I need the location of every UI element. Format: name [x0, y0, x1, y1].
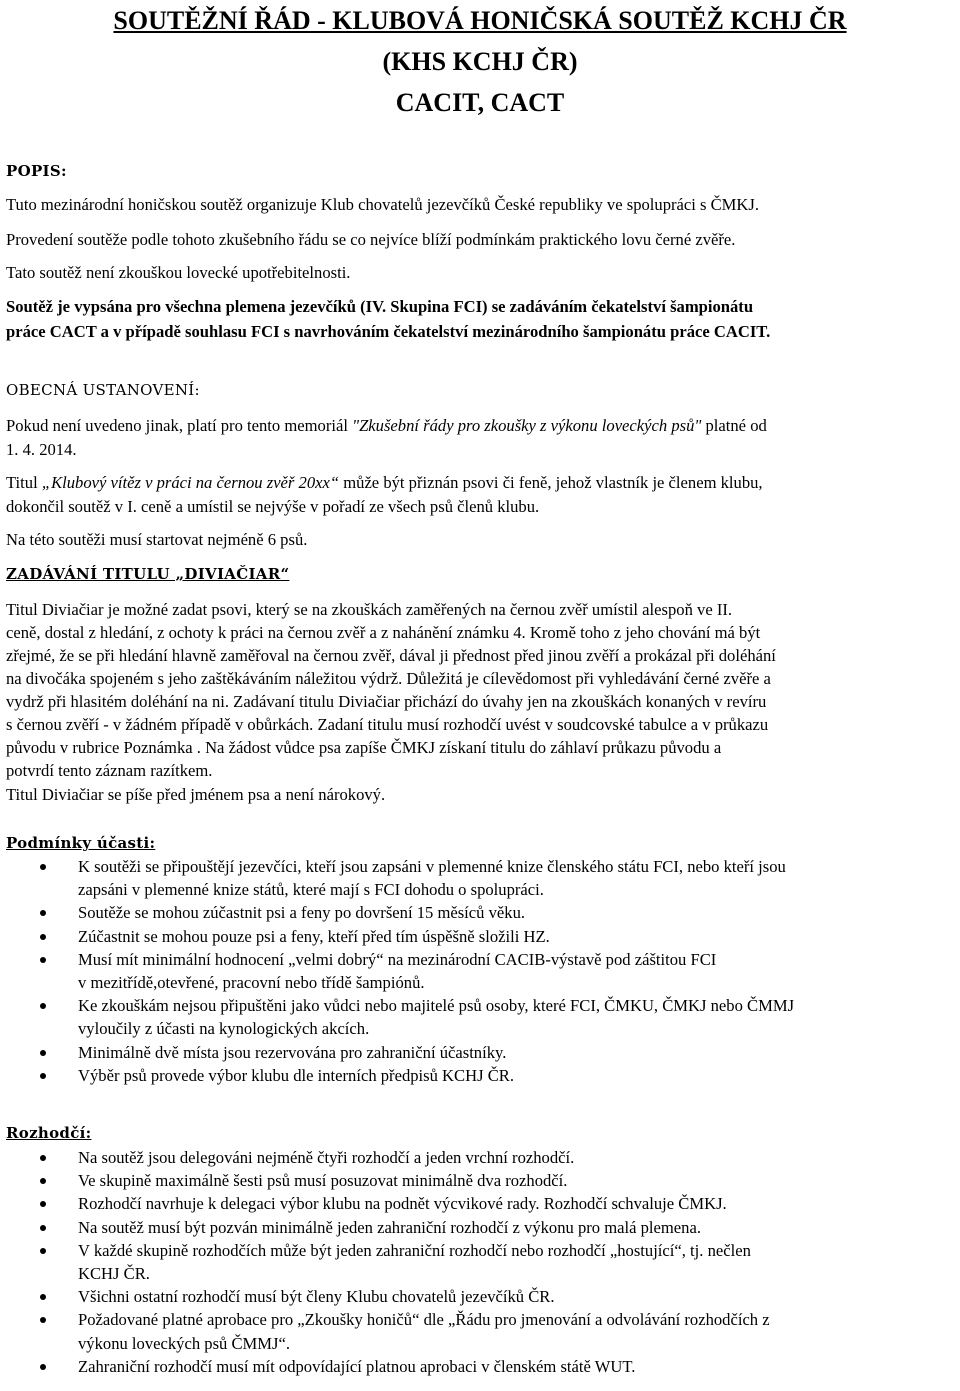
list-item-text: K soutěži se připouštějí jezevčíci, kteří jsou zapsáni v plemenné knize členského státu FCI, nebo kteří jsou — [78, 857, 786, 876]
list-item — [0, 1308, 950, 1354]
popis-paragraph-1: Tuto mezinárodní honičskou soutěž organizuje Klub chovatelů jezevčíků České republiky ve spolupráci s ČMKJ. — [6, 195, 760, 214]
document-cert-title: CACIT, CACT — [395, 88, 565, 117]
list-item-text: Soutěže se mohou zúčastnit psi a feny po dovršení 15 měsíců věku. — [78, 903, 526, 923]
list-item — [0, 1216, 950, 1239]
document-title: SOUTĚŽNÍ ŘÁD - KLUBOVÁ HONIČSKÁ SOUTĚŽ KCHJ ČR — [113, 6, 847, 35]
list-item-text: Všichni ostatní rozhodčí musí být členy Klubu chovatelů jezevčíků ČR. — [78, 1287, 555, 1307]
popis-paragraph-3: Tato soutěž není zkouškou lovecké upotřebitelnosti. — [6, 263, 351, 282]
bullet-icon — [40, 957, 46, 963]
list-item — [0, 1285, 950, 1308]
list-item-text: KCHJ ČR. — [78, 1264, 150, 1284]
zadavani-line: na divočáka spojeném s jeho zaštěkáváním náležitou výdrž. Důležitá je cílevědomost při vyhledávání černé zvěře a — [6, 669, 771, 688]
zadavani-line: vydrž při hlasitém doléhání na ni. Zadávaní titulu Diviačiar přichází do úvahy jen na zkouškách konaných v revíru — [6, 692, 767, 711]
list-item-text: Ve skupině maximálně šesti psů musí posuzovat minimálně dva rozhodčí. — [78, 1171, 568, 1191]
list-item — [0, 1041, 950, 1064]
podminky-list — [0, 855, 950, 1087]
obecna-p2-text-b: může být přiznán psovi či feně, jehož vlastník je členem klubu, — [339, 473, 763, 492]
list-item — [0, 901, 950, 924]
obecna-p1-italic: "Zkušební řády pro zkoušky z výkonu loveckých psů" — [352, 416, 702, 435]
list-item-text: zapsáni v plemenné knize států, které mají s FCI dohodu o spolupráci. — [78, 880, 544, 900]
list-item — [0, 1169, 950, 1192]
list-item-text: výkonu loveckých psů ČMMJ“. — [78, 1333, 291, 1353]
popis-paragraph-2: Provedení soutěže podle tohoto zkušebního řádu se co nejvíce blíží podmínkám praktického lovu černé zvěře. — [6, 230, 736, 249]
bullet-icon — [40, 934, 46, 940]
bullet-icon — [40, 1003, 46, 1009]
section-heading-zadavani: ZADÁVÁNÍ TITULU „DIVIAČIAR“ — [6, 565, 290, 583]
zadavani-line: s černou zvěří - v žádném případě v obůrkách. Zadaní titulu musí rozhodčí uvést v soudcovské tabulce a v průkazu — [6, 715, 769, 734]
section-heading-rozhodci: Rozhodčí: — [6, 1124, 92, 1142]
zadavani-line: potvrdí tento záznam razítkem. — [6, 761, 213, 780]
list-item — [0, 1192, 950, 1215]
zadavani-line: Titul Diviačiar je možné zadat psovi, který se na zkouškách zaměřených na černou zvěř umístil alespoň ve II. — [6, 600, 733, 619]
list-item-text: Výběr psů provede výbor klubu dle interních předpisů KCHJ ČR. — [78, 1065, 514, 1085]
list-item — [0, 948, 950, 994]
obecna-p2-text-a: Titul — [6, 473, 42, 492]
popis-paragraph-4-line-2: práce CACT a v případě souhlasu FCI s navrhováním čekatelství mezinárodního šampionátu práce CACIT. — [6, 322, 771, 341]
list-item-text: Zahraniční rozhodčí musí mít odpovídající platnou aprobaci v členském státě WUT. — [78, 1356, 636, 1376]
list-item — [0, 855, 950, 901]
list-item-text: Ke zkouškám nejsou připuštěni jako vůdci nebo majitelé psů osoby, které FCI, ČMKU, ČMKJ nebo ČMMJ — [78, 996, 795, 1016]
list-item-text: vyloučily z účasti na kynologických akcích. — [78, 1019, 370, 1039]
rozhodci-list — [0, 1146, 950, 1378]
bullet-icon — [40, 1364, 46, 1370]
bullet-icon — [40, 1317, 46, 1323]
bullet-icon — [40, 1248, 46, 1254]
list-item — [0, 1146, 950, 1169]
list-item — [0, 1239, 950, 1285]
obecna-p1-text-b: platné od — [701, 416, 767, 435]
zadavani-line: zřejmé, že se při hledání hlavně zaměřoval na černou zvěř, dával ji přednost před jinou zvěří a prokázal při doléhání — [6, 646, 776, 665]
document-subtitle: (KHS KCHJ ČR) — [382, 47, 578, 76]
list-item — [0, 1064, 950, 1087]
bullet-icon — [40, 1294, 46, 1300]
list-item — [0, 1355, 950, 1378]
list-item-text: V každé skupině rozhodčích může být jeden zahraniční rozhodčí nebo rozhodčí „hostující“, tj. nečlen — [78, 1240, 751, 1260]
list-item-text: v mezitřídě,otevřené, pracovní nebo třídě šampiónů. — [78, 973, 425, 993]
bullet-icon — [40, 1155, 46, 1161]
list-item-text: Musí mít minimální hodnocení „velmi dobrý“ na mezinárodní CACIB-výstavě pod záštitou FCI — [78, 949, 717, 969]
zadavani-last-line: Titul Diviačiar se píše před jménem psa a není nárokový. — [6, 785, 386, 804]
bullet-icon — [40, 1050, 46, 1056]
obecna-paragraph-2-line-2: dokončil soutěž v I. ceně a umístil se nejvýše v pořadí ze všech psů členů klubu. — [6, 497, 540, 516]
obecna-p1-text-a: Pokud není uvedeno jinak, platí pro tento memoriál — [6, 416, 353, 435]
popis-paragraph-4-line-1: Soutěž je vypsána pro všechna plemena jezevčíků (IV. Skupina FCI) se zadáváním čekatelství šampionátu — [6, 297, 754, 316]
bullet-icon — [40, 1201, 46, 1207]
obecna-paragraph-1 — [6, 414, 956, 437]
list-item-text: Na soutěž jsou delegováni nejméně čtyři rozhodčí a jeden vrchní rozhodčí. — [78, 1148, 575, 1167]
obecna-paragraph-3: Na této soutěži musí startovat nejméně 6 psů. — [6, 530, 308, 549]
obecna-p2-italic: „Klubový vítěz v práci na černou zvěř 20xx“ — [41, 473, 340, 492]
zadavani-line: původu v rubrice Poznámka . Na žádost vůdce psa zapíše ČMKJ získaní titulu do záhlaví průkazu původu a — [6, 738, 722, 757]
list-item-text: Minimálně dvě místa jsou rezervována pro zahraniční účastníky. — [78, 1042, 507, 1062]
list-item-text: Zúčastnit se mohou pouze psi a feny, kteří před tím úspěšně složili HZ. — [78, 926, 550, 946]
bullet-icon — [40, 1178, 46, 1184]
section-heading-popis: POPIS: — [6, 162, 67, 180]
zadavani-line: ceně, dostal z hledání, z ochoty k práci na černou zvěř a z nahánění známku 4. Kromě toho z jeho chování má být — [6, 623, 761, 642]
obecna-paragraph-1-line-2: 1. 4. 2014. — [6, 440, 77, 459]
bullet-icon — [40, 910, 46, 916]
obecna-paragraph-2 — [6, 471, 956, 494]
list-item-text: Rozhodčí navrhuje k delegaci výbor klubu na podnět výcvikové rady. Rozhodčí schvaluje ČMKJ. — [78, 1194, 727, 1214]
list-item-text: Na soutěž musí být pozván minimálně jeden zahraniční rozhodčí z výkonu pro malá plemena. — [78, 1217, 701, 1237]
bullet-icon — [40, 1073, 46, 1079]
list-item — [0, 925, 950, 948]
section-heading-obecna: OBECNÁ USTANOVENÍ: — [6, 381, 200, 399]
bullet-icon — [40, 864, 46, 870]
bullet-icon — [40, 1225, 46, 1231]
section-heading-podminky: Podmínky účasti: — [6, 834, 156, 852]
list-item — [0, 994, 950, 1040]
list-item-text: Požadované platné aprobace pro „Zkoušky honičů“ dle „Řádu pro jmenování a odvolávání rozhodčích z — [78, 1310, 770, 1330]
